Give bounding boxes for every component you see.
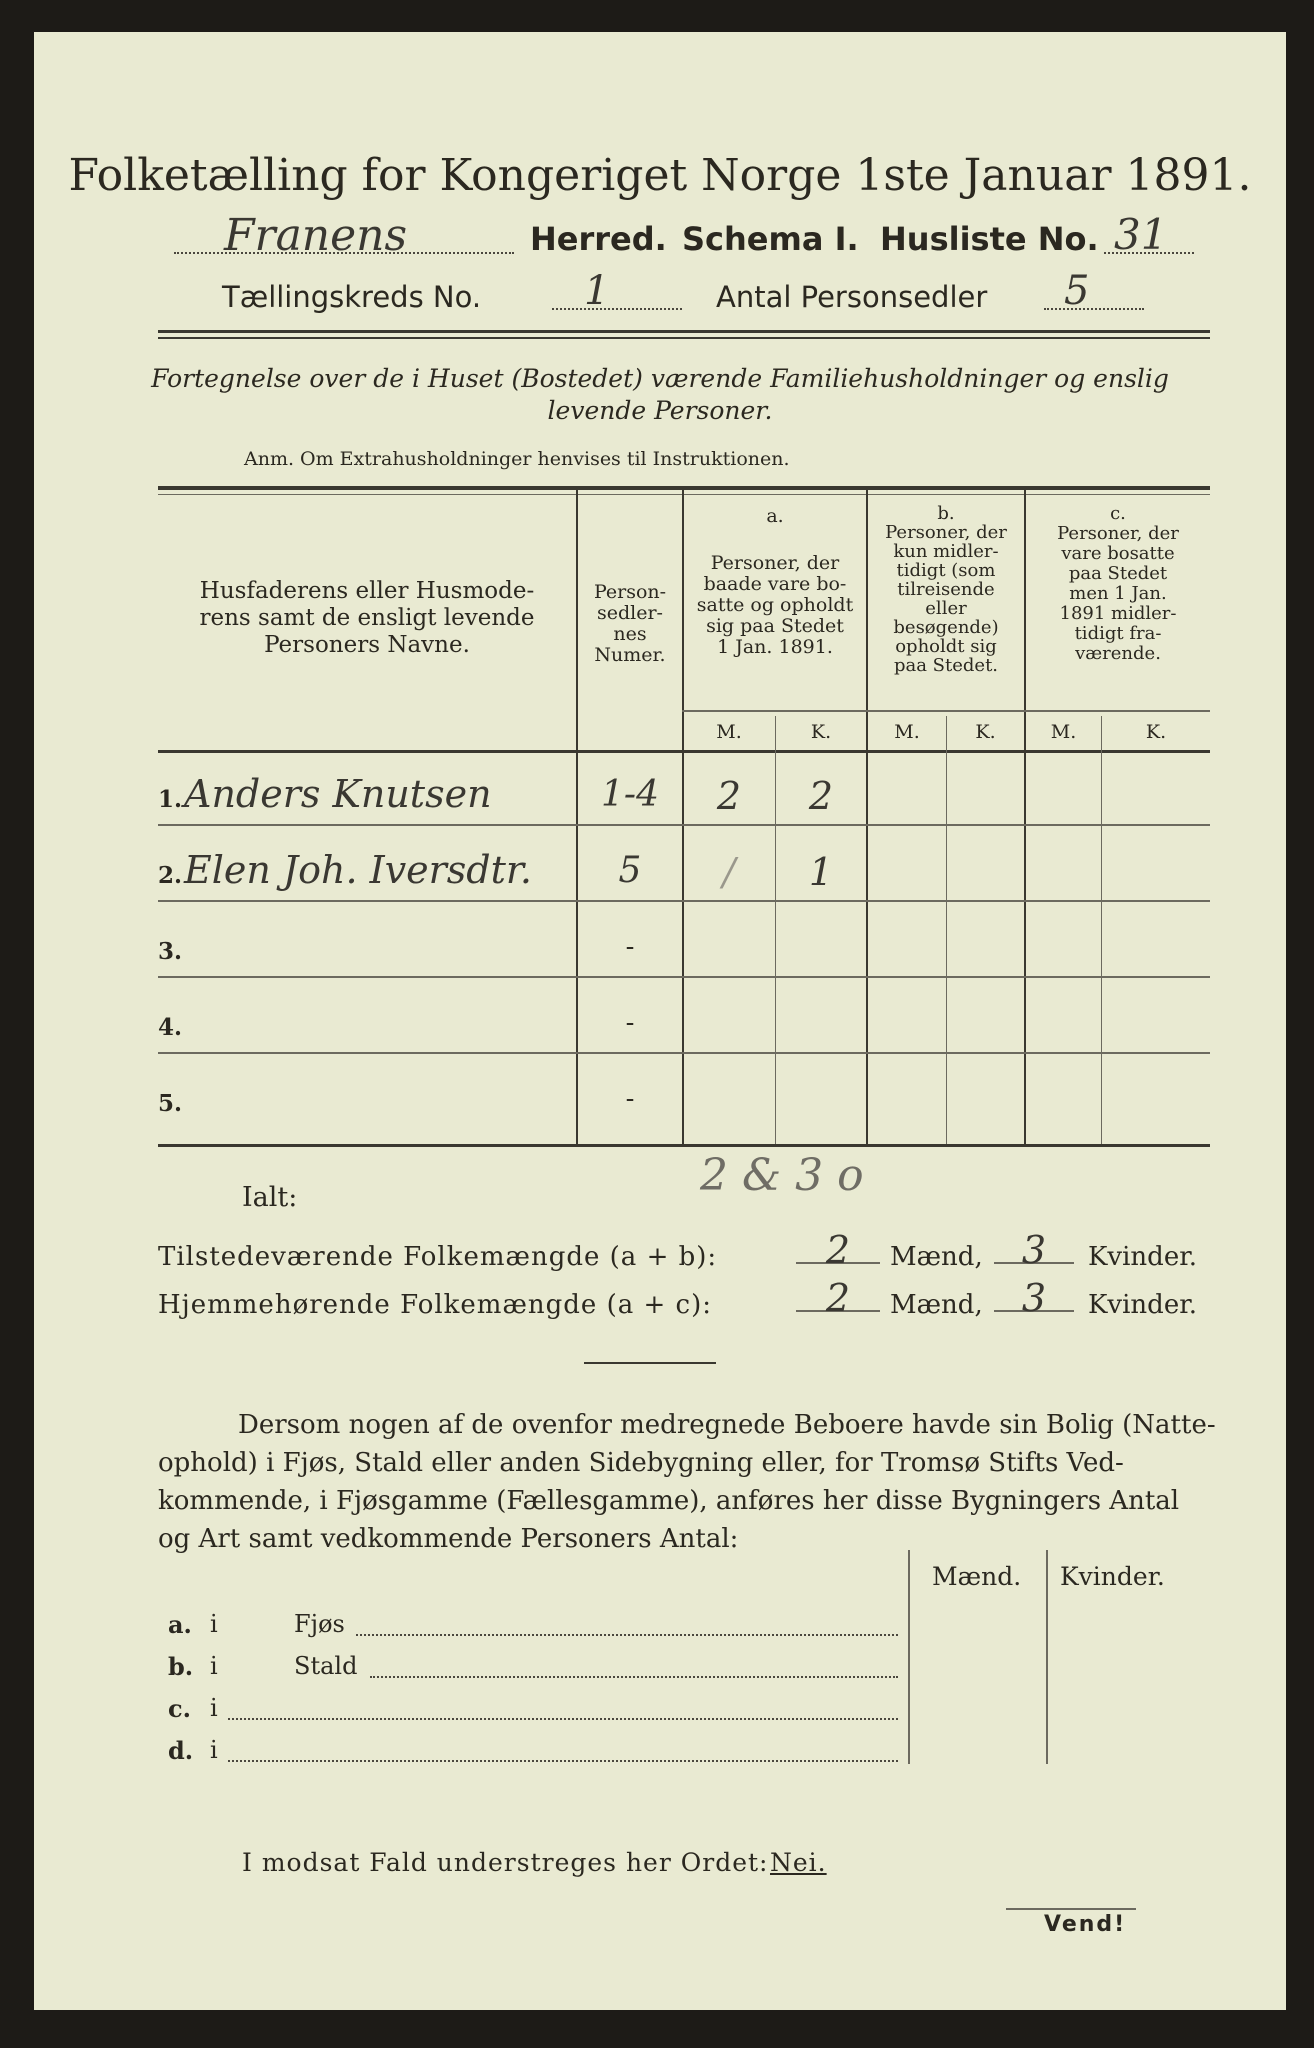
header-c-line: vare bosatte — [1061, 543, 1175, 564]
buildings-paragraph — [158, 1406, 1216, 1558]
building-item-label: Fjøs — [294, 1610, 345, 1638]
buildings-divider-1 — [908, 1550, 910, 1764]
hjem-men-value: 2 — [825, 1276, 851, 1320]
husliste-label: Husliste No. — [880, 220, 1099, 258]
row-sheet-number: 5 — [618, 850, 642, 891]
nei-word: Nei. — [770, 1848, 827, 1877]
header-name-line: Personers Navne. — [264, 632, 470, 658]
hjem-maend: Mænd, — [890, 1290, 983, 1320]
mk-label-b-k: K. — [975, 721, 996, 743]
header-num-line: Numer. — [594, 644, 666, 666]
mk-divider-b — [946, 716, 947, 1144]
buildings-para-line: ophold) i Fjøs, Stald eller anden Sidebygning eller, for Tromsø Stifts Ved- — [158, 1448, 1124, 1478]
modsat-text: I modsat Fald understreges her Ordet: — [242, 1848, 769, 1877]
header-num-line: sedler- — [597, 602, 663, 624]
building-item-dots — [228, 1760, 898, 1762]
building-item-dots — [356, 1634, 898, 1636]
mk-label-c-k: K. — [1145, 721, 1167, 743]
building-item-i: i — [210, 1736, 218, 1764]
header-c-line: 1891 midler- — [1059, 603, 1177, 624]
buildings-para-line: og Art samt vedkommende Personers Antal: — [158, 1524, 739, 1554]
header-name-line: rens samt de ensligt levende — [199, 605, 535, 631]
tilst-women-value: 3 — [1021, 1228, 1047, 1272]
row-a-women: 2 — [808, 774, 834, 818]
mk-label-a-k: K. — [810, 721, 832, 743]
row-line-4 — [158, 1052, 1210, 1054]
mk-label-a-m: M. — [716, 721, 742, 743]
hjem-label: Hjemmehørende Folkemængde (a + c): — [158, 1290, 712, 1320]
form-title: Folketælling for Kongeriget Norge 1ste Januar 1891. — [68, 150, 1252, 201]
kreds-label: Tællingskreds No. — [222, 280, 482, 314]
row-a-men: 2 — [716, 774, 742, 818]
intro-line-2: levende Personer. — [547, 396, 773, 425]
header-name-line: Husfaderens eller Husmode- — [199, 578, 535, 604]
antal-dotted-line — [1044, 308, 1144, 310]
mk-label-b-m: M. — [894, 721, 920, 743]
mk-top-rule — [682, 710, 1210, 712]
building-item-letter: c. — [168, 1694, 191, 1723]
row-line-1 — [158, 824, 1210, 826]
header-c-line: men 1 Jan. — [1069, 583, 1167, 604]
ialt-label: Ialt: — [242, 1182, 298, 1213]
table-top-rule — [158, 486, 1210, 490]
building-item-i: i — [210, 1652, 218, 1680]
building-item-dots — [370, 1676, 898, 1678]
header-b-letter: b. — [937, 503, 955, 524]
table-top-rule-thin — [158, 494, 1210, 495]
header-b-line: eller — [925, 598, 967, 619]
header-a-line: Personer, der — [710, 552, 840, 574]
building-item-i: i — [210, 1610, 218, 1638]
header-col-b — [868, 504, 1024, 675]
schema-label: Schema I. — [682, 220, 859, 258]
tilst-label: Tilstedeværende Folkemængde (a + b): — [158, 1242, 718, 1272]
tilst-men-value: 2 — [825, 1228, 851, 1272]
row-number: 2. — [158, 862, 183, 889]
header-c-line: tidigt fra- — [1074, 623, 1162, 644]
table-header-rule — [158, 750, 1210, 753]
header-rule-2 — [158, 337, 1210, 339]
header-b-line: kun midler- — [893, 541, 999, 562]
mk-divider-c — [1101, 716, 1102, 1144]
header-b-line: Personer, der — [885, 522, 1007, 543]
row-number: 5. — [158, 1090, 183, 1117]
header-num-line: nes — [613, 623, 647, 645]
row-name-handwritten: Elen Joh. Iversdtr. — [184, 848, 532, 892]
row-number: 3. — [158, 938, 183, 965]
hjem-women-value: 3 — [1021, 1276, 1047, 1320]
row-name-handwritten: Anders Knutsen — [184, 772, 492, 816]
buildings-para-line: Dersom nogen af de ovenfor medregnede Beboere havde sin Bolig (Natte- — [238, 1410, 1216, 1440]
row-line-3 — [158, 976, 1210, 978]
header-a-line: baade vare bo- — [703, 573, 847, 595]
header-col-c — [1026, 504, 1210, 664]
section-divider — [584, 1362, 716, 1364]
header-b-line: paa Stedet. — [893, 655, 999, 676]
header-num-line: Person- — [593, 581, 667, 603]
building-item-i: i — [210, 1694, 218, 1722]
hjem-kvinder: Kvinder. — [1088, 1290, 1198, 1320]
vend-rule — [1006, 1908, 1136, 1910]
header-c-line: Personer, der — [1057, 523, 1179, 544]
buildings-col-maend: Mænd. — [932, 1562, 1022, 1591]
building-item-dots — [228, 1718, 898, 1720]
tilst-maend: Mænd, — [890, 1242, 983, 1272]
header-a-line: 1 Jan. 1891. — [717, 636, 833, 658]
row-line-2 — [158, 900, 1210, 902]
header-rule-1 — [158, 330, 1210, 333]
antal-number-handwritten: 5 — [1064, 268, 1090, 314]
census-form-page — [34, 32, 1286, 2010]
header-b-line: besøgende) — [893, 617, 999, 638]
row-a-women: 1 — [808, 850, 834, 894]
row-sheet-number: - — [625, 1008, 635, 1038]
row-sheet-number: - — [625, 1084, 635, 1114]
header-name-col — [158, 578, 576, 659]
header-c-line: værende. — [1075, 643, 1161, 664]
tilst-kvinder: Kvinder. — [1088, 1242, 1198, 1272]
row-sheet-number: 1-4 — [601, 774, 659, 815]
ialt-pencil-note: 2 & 3 o — [700, 1150, 864, 1201]
header-b-line: tilreisende — [897, 579, 995, 600]
vend-text: Vend! — [1044, 1912, 1127, 1937]
row-number: 4. — [158, 1014, 183, 1041]
antal-label: Antal Personsedler — [716, 280, 988, 314]
building-item-letter: d. — [168, 1736, 194, 1765]
husliste-number-handwritten: 31 — [1114, 210, 1168, 259]
header-c-letter: c. — [1110, 503, 1126, 524]
header-col-a — [684, 506, 866, 658]
row-a-men: / — [722, 850, 736, 894]
header-a-letter: a. — [766, 505, 784, 527]
mk-label-c-m: M. — [1050, 721, 1077, 743]
anm-note: Anm. Om Extrahusholdninger henvises til Instruktionen. — [244, 448, 790, 470]
header-a-line: sig paa Stedet — [706, 615, 844, 637]
building-item-letter: b. — [168, 1652, 194, 1681]
table-bottom-rule — [158, 1144, 1210, 1147]
header-a-line: satte og opholdt — [696, 594, 854, 616]
herred-name-handwritten: Franens — [224, 210, 408, 261]
header-b-line: tidigt (som — [896, 560, 996, 581]
building-item-label: Stald — [294, 1652, 358, 1680]
row-number: 1. — [158, 786, 183, 813]
header-c-line: paa Stedet — [1068, 563, 1168, 584]
intro-line-1: Fortegnelse over de i Huset (Bostedet) værende Familiehusholdninger og enslig — [151, 364, 1169, 393]
kreds-dotted-line — [552, 308, 682, 310]
header-num-col — [578, 582, 682, 666]
building-item-letter: a. — [168, 1610, 192, 1639]
row-sheet-number: - — [625, 932, 635, 962]
buildings-col-kvinder: Kvinder. — [1060, 1562, 1165, 1591]
kreds-number-handwritten: 1 — [584, 268, 610, 314]
buildings-divider-2 — [1046, 1550, 1048, 1764]
buildings-para-line: kommende, i Fjøsgamme (Fællesgamme), anføres her disse Bygningers Antal — [158, 1486, 1180, 1516]
header-b-line: opholdt sig — [895, 636, 997, 657]
herred-label: Herred. — [530, 220, 667, 258]
